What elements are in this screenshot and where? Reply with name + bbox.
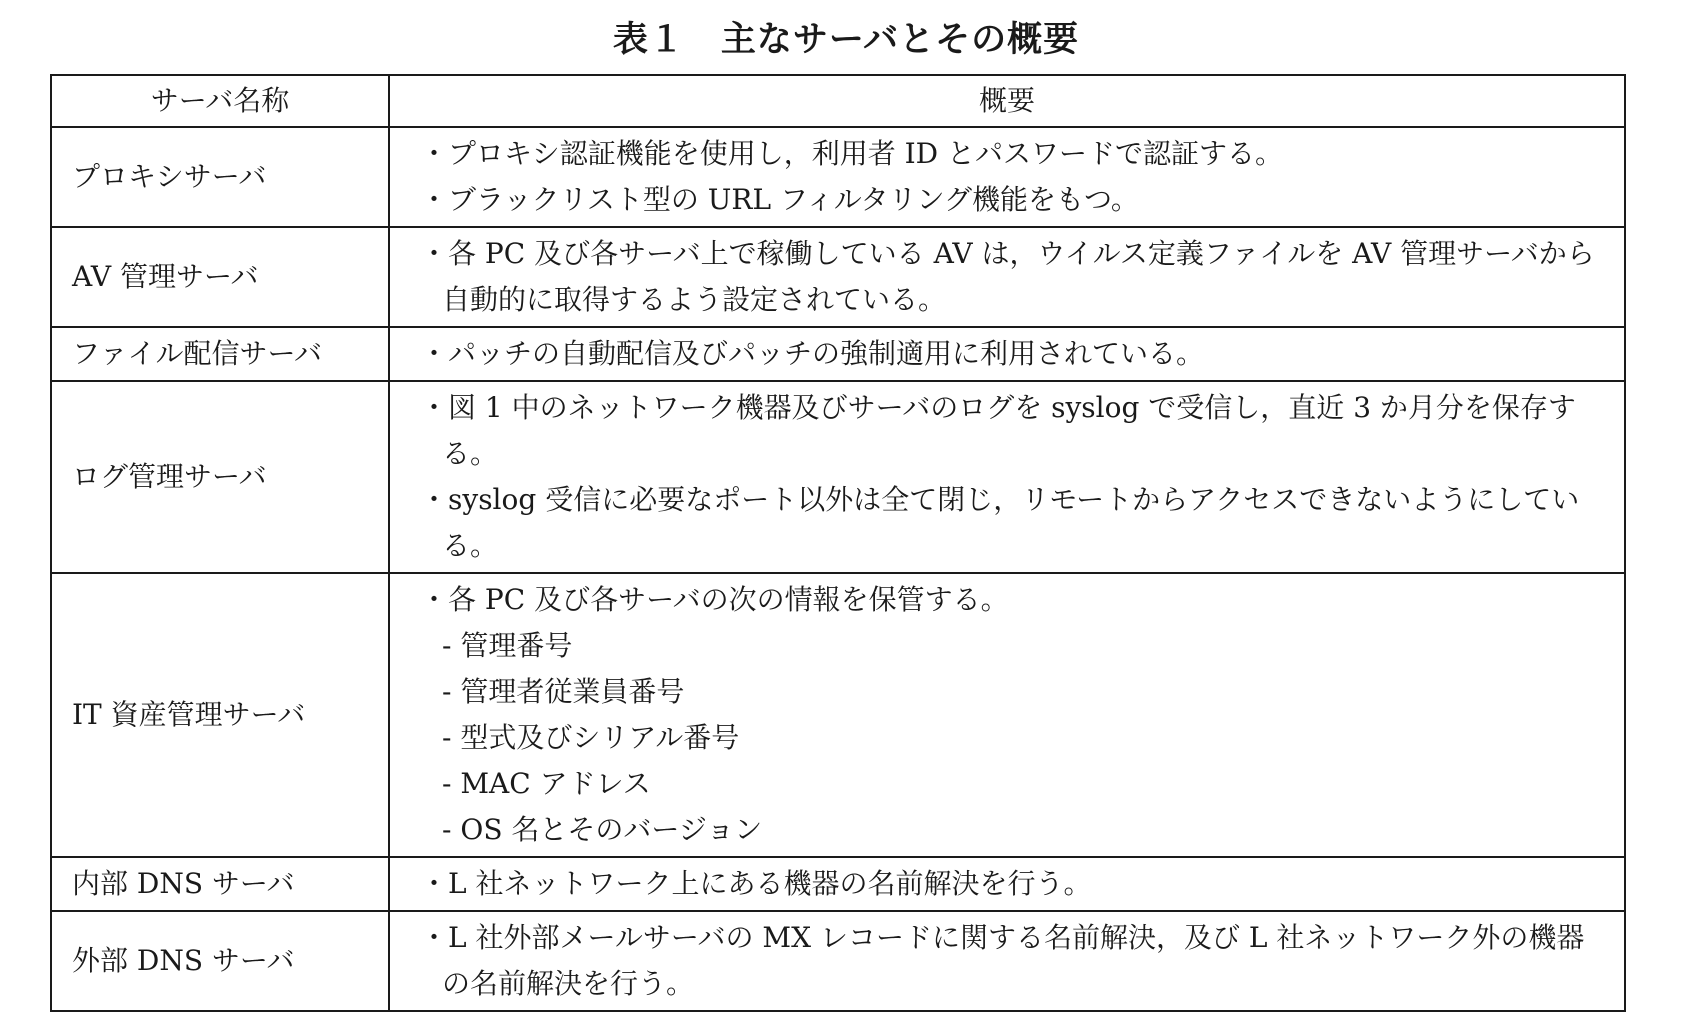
overview-bullet: ・パッチの自動配信及びパッチの強制適用に利用されている。 [420, 337, 1205, 370]
server-table [50, 74, 1626, 1012]
table-row [51, 911, 1625, 1011]
overview-bullet: ・各 PC 及び各サーバ上で稼働している AV は，ウイルス定義ファイルを AV 管理サーバから自動的に取得するよう設定されている。 [420, 237, 1595, 316]
overview-cell [389, 911, 1625, 1011]
header-overview: 概要 [389, 75, 1625, 127]
server-name-cell: プロキシサーバ [51, 127, 389, 227]
table-row [51, 227, 1625, 327]
table-row [51, 857, 1625, 911]
overview-cell [389, 857, 1625, 911]
overview-subitem: - MAC アドレス [442, 767, 651, 800]
overview-subitem: - 管理番号 [442, 629, 573, 662]
table-row [51, 327, 1625, 381]
table-row [51, 127, 1625, 227]
server-name-cell: IT 資産管理サーバ [51, 573, 389, 857]
overview-subitem: - OS 名とそのバージョン [442, 813, 763, 846]
table-row [51, 573, 1625, 857]
overview-bullet: ・プロキシ認証機能を使用し，利用者 ID とパスワードで認証する。 [420, 137, 1284, 170]
server-name-cell: AV 管理サーバ [51, 227, 389, 327]
overview-cell [389, 573, 1625, 857]
overview-cell [389, 127, 1625, 227]
server-name-cell: 外部 DNS サーバ [51, 911, 389, 1011]
overview-bullet: ・L 社ネットワーク上にある機器の名前解決を行う。 [420, 867, 1092, 900]
server-name-cell: 内部 DNS サーバ [51, 857, 389, 911]
overview-bullet: ・図 1 中のネットワーク機器及びサーバのログを syslog で受信し，直近 3 か月分を保存する。 [420, 391, 1576, 470]
overview-cell [389, 227, 1625, 327]
overview-bullet: ・syslog 受信に必要なポート以外は全て閉じ，リモートからアクセスできないようにしている。 [420, 483, 1580, 562]
table-title: 表１ 主なサーバとその概要 [612, 20, 1080, 60]
overview-cell [389, 327, 1625, 381]
table-row [51, 381, 1625, 573]
overview-bullet: ・ブラックリスト型の URL フィルタリング機能をもつ。 [420, 183, 1139, 216]
overview-cell [389, 381, 1625, 573]
header-server-name: サーバ名称 [51, 75, 389, 127]
server-name-cell: ファイル配信サーバ [51, 327, 389, 381]
overview-subitem: - 型式及びシリアル番号 [442, 721, 740, 754]
table-header-row [51, 75, 1625, 127]
overview-bullet: ・各 PC 及び各サーバの次の情報を保管する。 [420, 583, 1009, 616]
overview-bullet: ・L 社外部メールサーバの MX レコードに関する名前解決，及び L 社ネットワーク外の機器の名前解決を行う。 [420, 921, 1585, 1000]
server-name-cell: ログ管理サーバ [51, 381, 389, 573]
overview-subitem: - 管理者従業員番号 [442, 675, 685, 708]
